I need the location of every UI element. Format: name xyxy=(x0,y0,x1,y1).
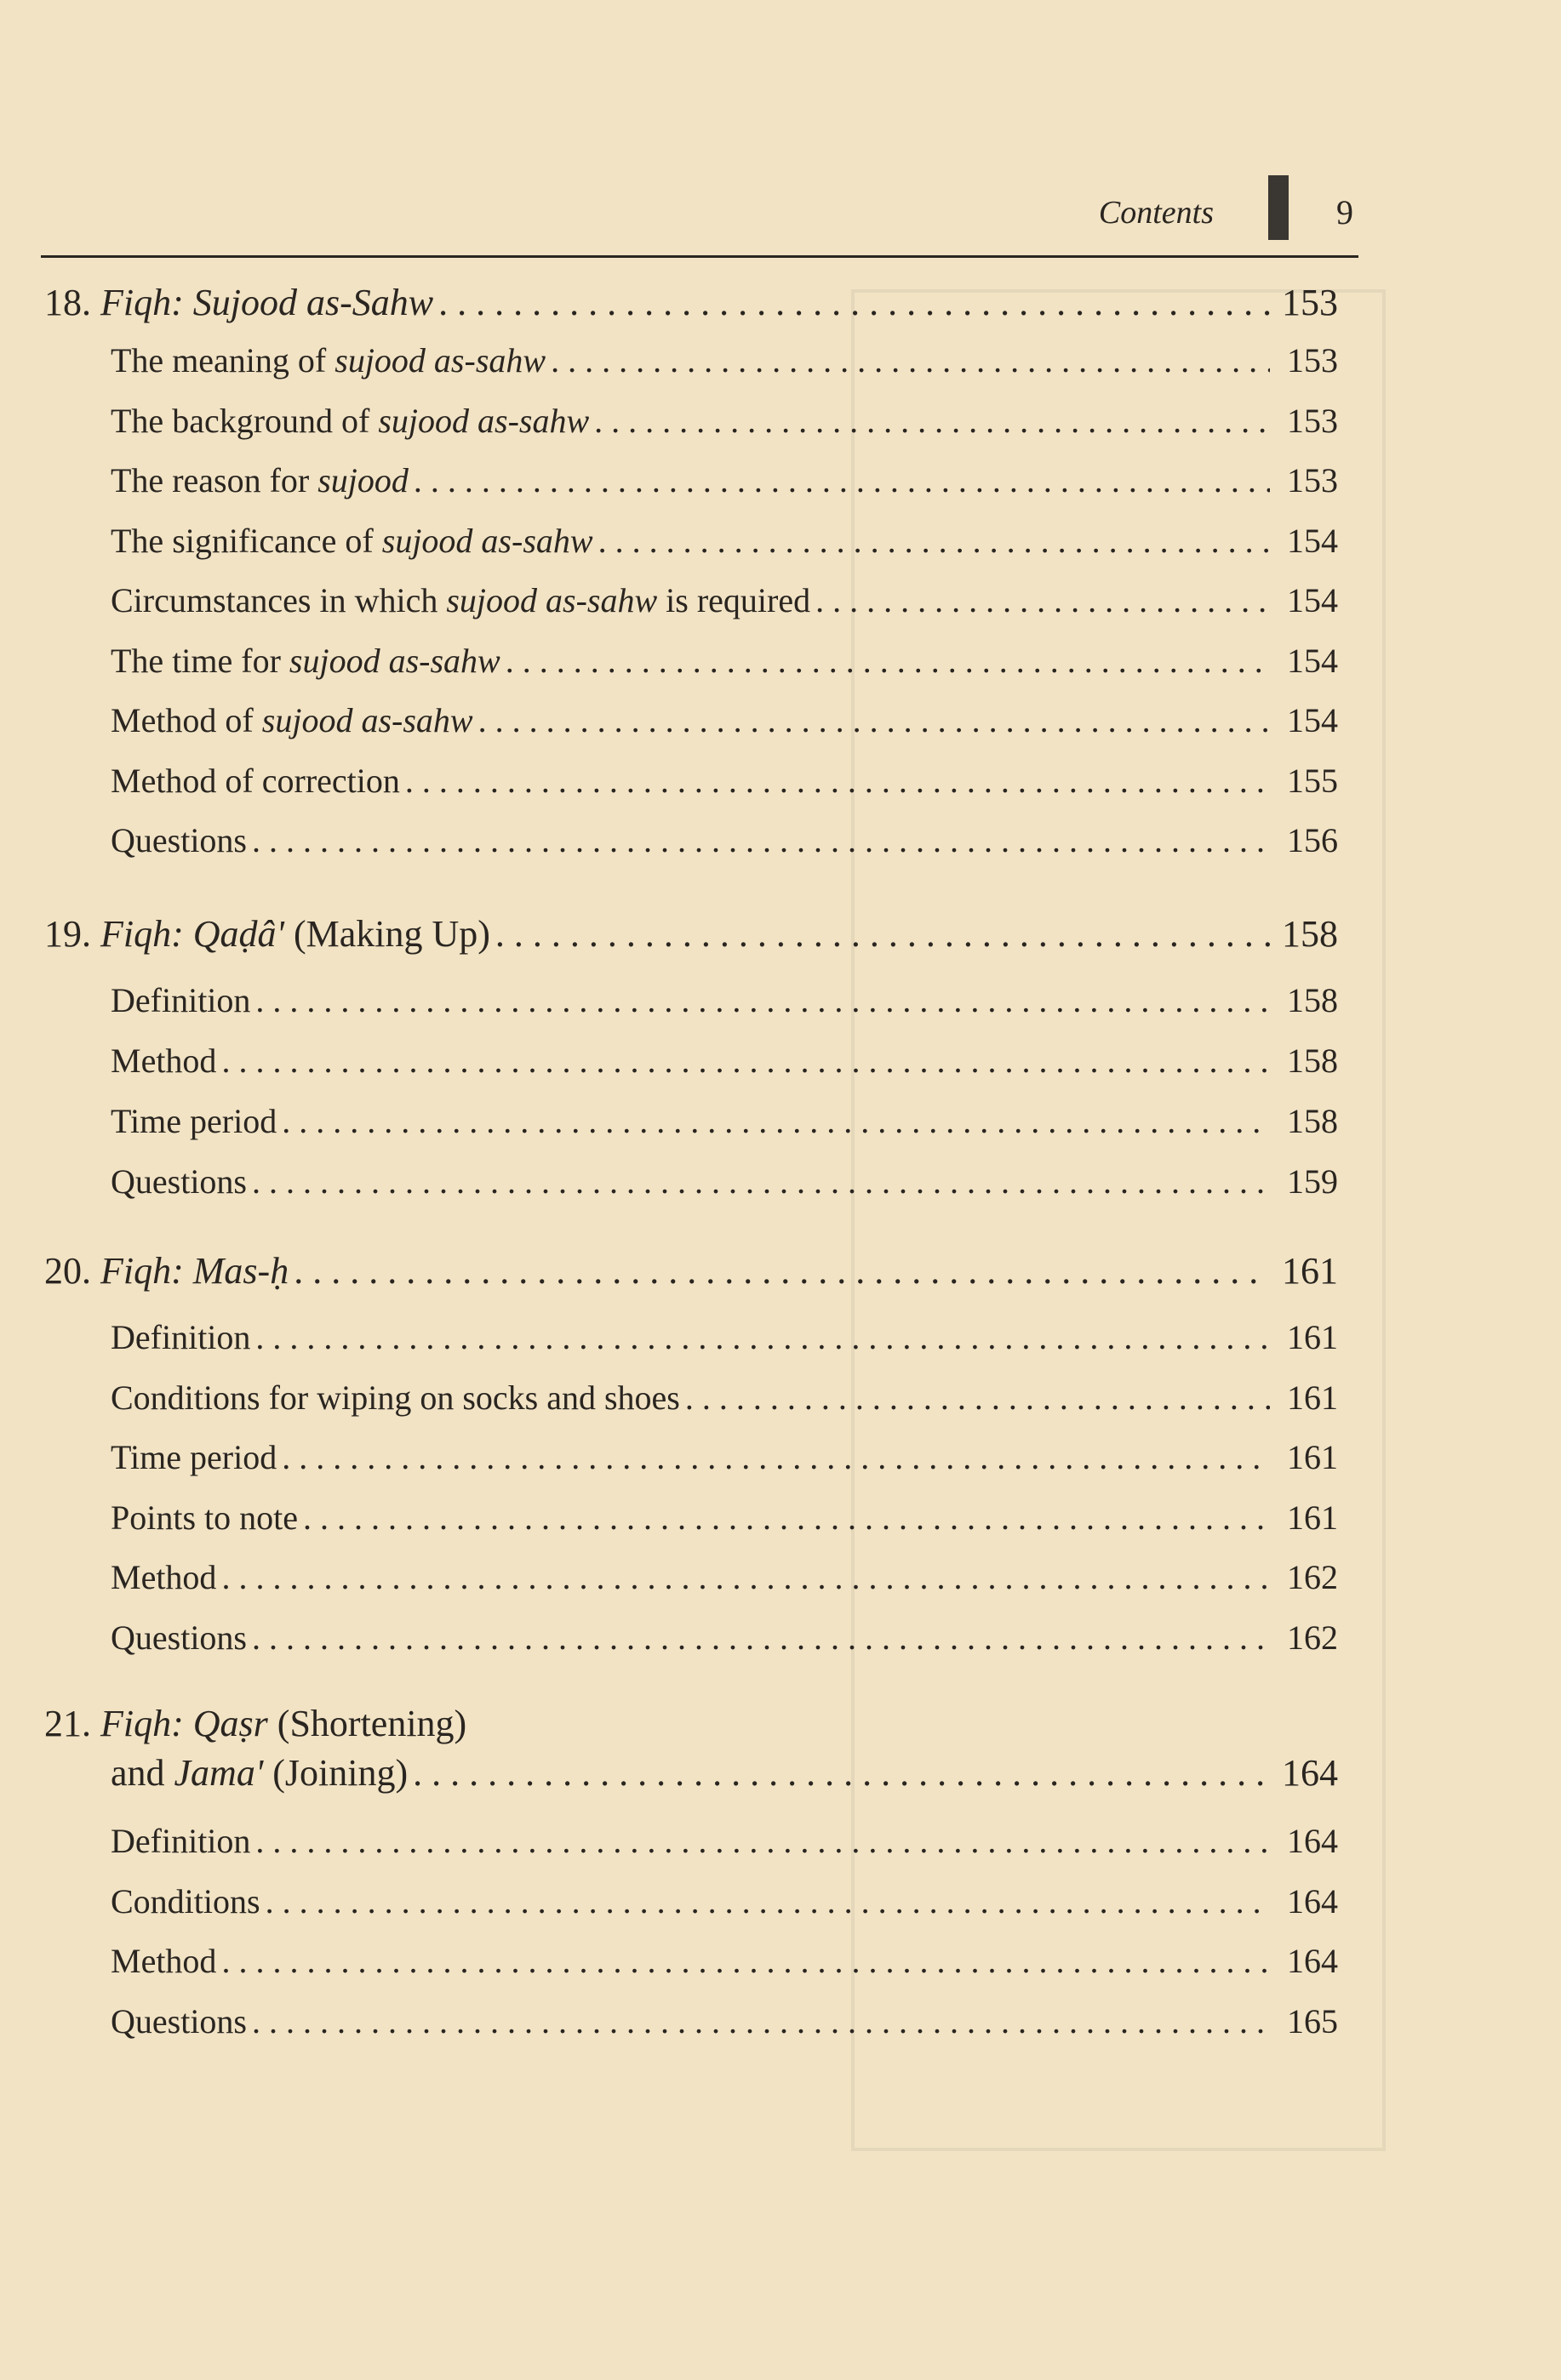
entry-label-text: Time period xyxy=(111,1102,277,1140)
dot-leader xyxy=(277,1437,1270,1477)
entry-label-italic: sujood xyxy=(317,461,409,499)
dot-leader xyxy=(408,1751,1270,1795)
chapter-title-text: (Shortening) xyxy=(267,1703,467,1744)
entry-label-text: The meaning of xyxy=(111,341,335,380)
entry-label xyxy=(111,1041,216,1081)
page-number: 154 xyxy=(1287,581,1338,619)
header-bar-ornament xyxy=(1268,175,1289,240)
running-header xyxy=(41,170,1358,258)
entry-label xyxy=(111,521,593,561)
dot-leader xyxy=(409,460,1270,500)
entry-label-text: The time for xyxy=(111,641,289,680)
header-title: Contents xyxy=(1098,195,1214,231)
entry-label-text: Circumstances in which xyxy=(111,581,447,619)
toc-subentry[interactable] xyxy=(111,1498,1338,1545)
dot-leader xyxy=(250,1821,1270,1861)
entry-label xyxy=(111,1101,277,1141)
entry-label-text: Questions xyxy=(111,1162,247,1201)
entry-label-text: Questions xyxy=(111,1618,247,1657)
toc-subentry[interactable] xyxy=(111,460,1338,508)
dot-leader xyxy=(216,1941,1270,1981)
dot-leader xyxy=(216,1557,1270,1597)
entry-label-text: The significance of xyxy=(111,521,382,560)
entry-label-italic: sujood as-sahw xyxy=(334,341,546,380)
entry-label-italic: sujood as-sahw xyxy=(446,581,658,619)
entry-label xyxy=(111,1881,260,1921)
dot-leader xyxy=(277,1101,1270,1141)
entry-label-italic: Jama' xyxy=(174,1752,264,1794)
toc-subentry[interactable] xyxy=(111,1437,1338,1485)
chapter-prefix: Fiqh: xyxy=(100,1703,193,1744)
entry-label xyxy=(44,1249,289,1293)
toc-subentry[interactable] xyxy=(111,1557,1338,1605)
entry-label xyxy=(111,340,546,380)
dot-leader xyxy=(589,401,1270,441)
entry-label xyxy=(111,1317,250,1357)
dot-leader xyxy=(490,912,1270,956)
dot-leader xyxy=(500,641,1270,681)
toc-subentry[interactable] xyxy=(111,1941,1338,1989)
dot-leader xyxy=(247,820,1270,860)
entry-label-italic: Qaḍâ' xyxy=(192,913,284,955)
toc-subentry[interactable] xyxy=(111,980,1338,1028)
entry-label xyxy=(111,460,409,500)
entry-label-text: Method of xyxy=(111,701,262,739)
entry-label xyxy=(111,1821,250,1861)
dot-leader xyxy=(289,1249,1270,1293)
page-number: 153 xyxy=(1282,282,1338,323)
page-number: 162 xyxy=(1287,1558,1338,1596)
page-number: 161 xyxy=(1287,1378,1338,1417)
page-number: 164 xyxy=(1282,1752,1338,1794)
entry-label xyxy=(111,761,400,801)
toc-subentry[interactable] xyxy=(111,1161,1338,1209)
toc-subentry[interactable] xyxy=(111,340,1338,388)
entry-label-text: Time period xyxy=(111,1438,277,1476)
entry-label-italic: sujood as-sahw xyxy=(381,521,593,560)
entry-label xyxy=(111,980,250,1020)
dot-leader xyxy=(680,1378,1270,1418)
entry-label xyxy=(111,1161,247,1201)
toc-subentry[interactable] xyxy=(111,1041,1338,1088)
entry-label-text: and xyxy=(111,1752,174,1794)
entry-label-text: Questions xyxy=(111,2001,247,2040)
toc-subentry[interactable] xyxy=(111,1618,1338,1665)
entry-label-italic: Fiqh: xyxy=(100,282,193,323)
toc-subentry[interactable] xyxy=(111,1317,1338,1365)
entry-label-italic: sujood as-sahw xyxy=(289,641,500,680)
dot-leader xyxy=(216,1041,1270,1081)
entry-label xyxy=(44,912,490,956)
page-number: 158 xyxy=(1287,1102,1338,1140)
entry-label-italic: Mas-ḥ xyxy=(192,1250,289,1292)
entry-label-text: 18. xyxy=(44,282,100,323)
entry-label-text: Definition xyxy=(111,1318,251,1356)
page-number: 158 xyxy=(1287,981,1338,1019)
toc-subentry[interactable] xyxy=(111,580,1338,628)
dot-leader xyxy=(247,2001,1270,2041)
page-number: 164 xyxy=(1287,1942,1338,1980)
toc-subentry[interactable] xyxy=(111,401,1338,448)
page-number: 154 xyxy=(1287,641,1338,680)
page-number: 162 xyxy=(1287,1618,1338,1657)
chapter-entry[interactable] xyxy=(111,1751,1338,1799)
entry-label xyxy=(111,700,473,740)
dot-leader xyxy=(250,980,1270,1020)
page-number: 158 xyxy=(1287,1042,1338,1080)
page-number: 161 xyxy=(1282,1250,1338,1292)
entry-label-text: Method xyxy=(111,1042,217,1080)
dot-leader xyxy=(546,340,1270,380)
toc-subentry[interactable] xyxy=(111,641,1338,688)
entry-label xyxy=(111,401,589,441)
entry-label-text: Conditions xyxy=(111,1881,260,1921)
entry-label-italic: Sujood as-Sahw xyxy=(192,282,434,323)
chapter-entry[interactable] xyxy=(44,281,1338,328)
entry-label-text: Method xyxy=(111,1558,217,1596)
chapter-title-italic: Qaṣr xyxy=(192,1703,268,1744)
entry-label-text: (Making Up) xyxy=(283,913,490,955)
entry-label-text: Definition xyxy=(111,1822,251,1860)
page-number: 156 xyxy=(1287,821,1338,859)
toc-subentry[interactable] xyxy=(111,1378,1338,1425)
page-number: 158 xyxy=(1282,913,1338,955)
entry-label xyxy=(111,641,500,681)
page-number: 154 xyxy=(1287,521,1338,560)
entry-label xyxy=(111,2001,247,2041)
dot-leader xyxy=(473,700,1270,740)
toc-subentry[interactable] xyxy=(111,820,1338,868)
entry-label xyxy=(111,1941,216,1981)
entry-label xyxy=(111,820,247,860)
page-number: 164 xyxy=(1287,1881,1338,1921)
entry-label-text: (Joining) xyxy=(263,1752,409,1794)
entry-label-text: The background of xyxy=(111,401,379,440)
entry-label-text: Points to note xyxy=(111,1498,299,1537)
dot-leader xyxy=(433,281,1270,324)
entry-label xyxy=(111,1437,277,1477)
toc-subentry[interactable] xyxy=(111,1881,1338,1929)
toc-subentry[interactable] xyxy=(111,521,1338,568)
toc-subentry[interactable] xyxy=(111,1821,1338,1869)
dot-leader xyxy=(247,1161,1270,1201)
page-number: 155 xyxy=(1287,761,1338,800)
entry-label-text: The reason for xyxy=(111,461,318,499)
entry-label xyxy=(111,1751,408,1795)
page-number: 161 xyxy=(1287,1438,1338,1476)
header-page-number: 9 xyxy=(1336,193,1353,231)
chapter-entry[interactable] xyxy=(44,912,1338,960)
toc-subentry[interactable] xyxy=(111,1101,1338,1149)
toc-subentry[interactable] xyxy=(111,700,1338,748)
entry-label xyxy=(111,1498,298,1538)
entry-label-text: 20. xyxy=(44,1250,100,1292)
entry-label-text: is required xyxy=(657,581,811,619)
entry-label-italic: Fiqh: xyxy=(100,1250,193,1292)
toc-subentry[interactable] xyxy=(111,2001,1338,2049)
page-number: 164 xyxy=(1287,1822,1338,1860)
entry-label-text: Conditions for wiping on socks and shoes xyxy=(111,1378,680,1417)
entry-label xyxy=(44,281,433,324)
entry-label-text: 19. xyxy=(44,913,100,955)
page-number: 161 xyxy=(1287,1318,1338,1356)
dot-leader xyxy=(400,761,1270,801)
chapter-entry[interactable] xyxy=(44,1249,1338,1297)
entry-label xyxy=(111,580,810,620)
page-number: 165 xyxy=(1287,2001,1338,2040)
dot-leader xyxy=(260,1881,1270,1921)
entry-label-text: Questions xyxy=(111,821,247,859)
chapter-number: 21. xyxy=(44,1703,100,1744)
entry-label-italic: Fiqh: xyxy=(100,913,193,955)
entry-label-text: Method xyxy=(111,1942,217,1980)
page-number: 153 xyxy=(1287,341,1338,380)
entry-label xyxy=(111,1378,680,1418)
chapter-title-line1[interactable] xyxy=(44,1702,466,1745)
dot-leader xyxy=(247,1618,1270,1658)
entry-label-italic: sujood as-sahw xyxy=(378,401,590,440)
entry-label xyxy=(111,1618,247,1658)
page-number: 159 xyxy=(1287,1162,1338,1201)
entry-label xyxy=(111,1557,216,1597)
dot-leader xyxy=(250,1317,1270,1357)
entry-label-text: Definition xyxy=(111,981,251,1019)
entry-label-text: Method of correction xyxy=(111,761,400,800)
entry-label-italic: sujood as-sahw xyxy=(261,701,473,739)
page-number: 153 xyxy=(1287,401,1338,440)
toc-subentry[interactable] xyxy=(111,761,1338,808)
show-through-chart xyxy=(851,289,1386,2151)
dot-leader xyxy=(593,521,1270,561)
dot-leader xyxy=(298,1498,1270,1538)
page-number: 161 xyxy=(1287,1498,1338,1537)
page-number: 154 xyxy=(1287,701,1338,739)
page-number: 153 xyxy=(1287,461,1338,499)
dot-leader xyxy=(810,580,1270,620)
